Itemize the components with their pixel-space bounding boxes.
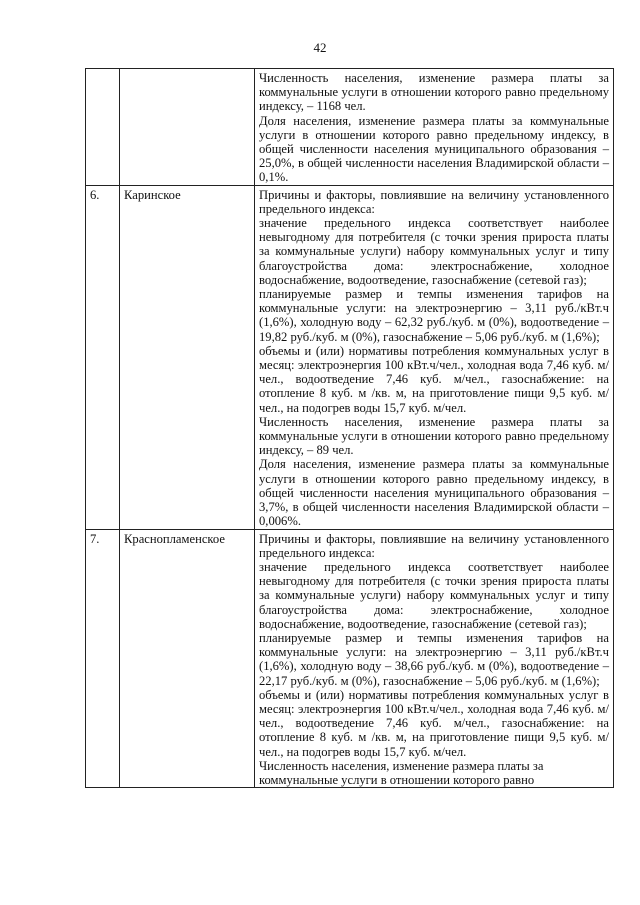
paragraph: значение предельного индекса соответствует наиболее невыгодному для потребителя (с точки зрения прироста платы за коммунальные услуги) набору коммунальных услуг и типу благоустройства дома: электроснабжение, холодное водоснабжение, водоотведение, газоснабжение (сетевой газ); xyxy=(259,216,609,287)
paragraph: Численность населения, изменение размера платы за коммунальные услуги в отношении которого равно предельному индексу, – 1168 чел. xyxy=(259,71,609,114)
paragraph: объемы и (или) нормативы потребления коммунальных услуг в месяц: электроэнергия 100 кВт.ч/чел., холодная вода 7,46 куб. м/чел., водоотведение 7,46 куб. м/чел., газоснабжение: на отопление 8 куб. м /кв. м, на приготовление пищи 9,5 куб. м/чел., на подогрев воды 15,7 куб. м/чел. xyxy=(259,343,609,415)
paragraph: Численность населения, изменение размера платы за коммунальные услуги в отношении которого равно предельному индексу, – 89 чел. xyxy=(259,414,609,458)
paragraph: Доля населения, изменение размера платы за коммунальные услуги в отношении которого равно предельному индексу, в общей численности населения муниципального образования – 3,7%, в общей численности населения Владимирской области – 0,006%. xyxy=(259,457,609,529)
table-row xyxy=(86,69,614,186)
paragraph: Причины и факторы, повлиявшие на величину установленного предельного индекса: xyxy=(259,187,609,216)
description-cell xyxy=(255,529,614,788)
paragraph: объемы и (или) нормативы потребления коммунальных услуг в месяц: электроэнергия 100 кВт.ч/чел., холодная вода 7,46 куб. м/чел., водоотведение 7,46 куб. м/чел., газоснабжение: на отопление 8 куб. м /кв. м, на приготовление пищи 9,5 куб. м/чел., на подогрев воды 15,7 куб. м/чел. xyxy=(259,687,609,759)
page-number: 42 xyxy=(313,40,327,55)
table-row xyxy=(86,185,614,529)
paragraph: значение предельного индекса соответствует наиболее невыгодному для потребителя (с точки зрения прироста платы за коммунальные услуги) набору коммунальных услуг и типу благоустройства дома: электроснабжение, холодное водоснабжение, водоотведение, газоснабжение (сетевой газ); xyxy=(259,559,609,631)
paragraph: Причины и факторы, повлиявшие на величину установленного предельного индекса: xyxy=(259,531,609,560)
paragraph: планируемые размер и темпы изменения тарифов на коммунальные услуги: на электроэнергию – 3,11 руб./кВт.ч (1,6%), холодную воду – 38,66 руб./куб. м (0%), водоотведение – 22,17 руб./куб. м (0%), газоснабжение – 5,06 руб./куб. м (1,6%); xyxy=(259,630,609,688)
table-row xyxy=(86,529,614,788)
paragraph: планируемые размер и темпы изменения тарифов на коммунальные услуги: на электроэнергию – 3,11 руб./кВт.ч (1,6%), холодную воду – 62,32 руб./куб. м (0%), водоотведение – 19,82 руб./куб. м (0%), газоснабжение – 5,06 руб./куб. м (1,6%); xyxy=(259,287,609,344)
municipalities-table xyxy=(85,68,614,788)
paragraph: Доля населения, изменение размера платы за коммунальные услуги в отношении которого равно предельному индексу, в общей численности населения муниципального образования – 25,0%, в общей численности населения Владимирской области – 0,1%. xyxy=(259,113,609,185)
municipality-name xyxy=(120,69,255,186)
paragraph: Численность населения, изменение размера платы за коммунальные услуги в отношении которого равно xyxy=(259,758,544,787)
description-cell xyxy=(255,69,614,186)
row-number: 6. xyxy=(86,185,120,529)
municipality-name: Краснопламенское xyxy=(120,529,255,788)
row-number xyxy=(86,69,120,186)
description-cell xyxy=(255,185,614,529)
row-number: 7. xyxy=(86,529,120,788)
municipality-name: Каринское xyxy=(120,185,255,529)
